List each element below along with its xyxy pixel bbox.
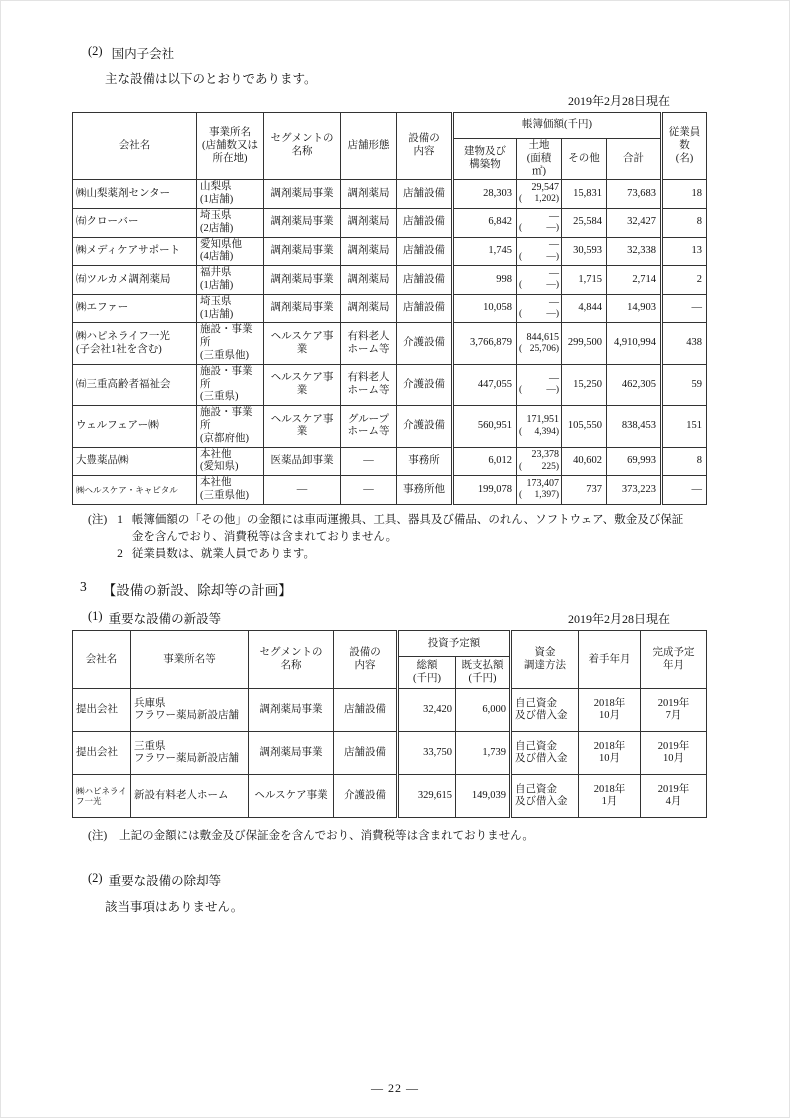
equipment-cell: 店舗設備 (397, 294, 453, 323)
section-title: 【設備の新設、除却等の計画】 (102, 583, 292, 599)
office-cell: 本社他 (愛知県) (197, 447, 264, 476)
segment-cell: 医薬品卸事業 (264, 447, 341, 476)
table1-row (73, 447, 707, 476)
format-cell: 調剤薬局 (341, 208, 397, 237)
company-name-cell: ㈲ツルカメ調剤薬局 (73, 266, 197, 295)
company-name-cell: ㈱山梨薬剤センター (73, 180, 197, 209)
section-domestic-subsidiaries-heading (88, 44, 706, 62)
col-header-other: その他 (562, 139, 607, 180)
employees-cell: — (662, 476, 707, 505)
table1-row (73, 266, 707, 295)
completion-date-cell: 2019年 4月 (641, 775, 707, 818)
equipment-cell: 事務所他 (397, 476, 453, 505)
col-header-paid-amount: 既支払額 (千円) (456, 657, 511, 689)
total-amount-cell: 329,615 (398, 775, 456, 818)
equipment-cell: 店舗設備 (397, 180, 453, 209)
company-name-cell: ㈱ヘルスケア・キャピタル (73, 476, 197, 505)
office-cell: 福井県 (1店舗) (197, 266, 264, 295)
segment-cell: ヘルスケア事業 (264, 323, 341, 364)
table1-row (73, 237, 707, 266)
other-value-cell: 40,602 (562, 447, 607, 476)
subsection-title: 重要な設備の除却等 (108, 874, 222, 889)
table2-note (88, 827, 706, 843)
completion-date-cell: 2019年 10月 (641, 732, 707, 775)
col-header-office: 事業所名 (店舗数又は 所在地) (197, 113, 264, 180)
land-value-cell: 844,615 ( 25,706) (517, 323, 562, 364)
col-header-funding: 資金 調達方法 (511, 631, 579, 689)
other-value-cell: 25,584 (562, 208, 607, 237)
segment-cell: 調剤薬局事業 (264, 294, 341, 323)
company-cell: 提出会社 (73, 689, 131, 732)
segment-cell: 調剤薬局事業 (264, 266, 341, 295)
note-number: 2 (117, 548, 123, 561)
company-name-cell: 大豊薬品㈱ (73, 447, 197, 476)
other-value-cell: 737 (562, 476, 607, 505)
note-item (117, 512, 689, 547)
building-value-cell: 1,745 (453, 237, 517, 266)
equipment-cell: 介護設備 (334, 775, 398, 818)
col-header-start-date: 着手年月 (579, 631, 641, 689)
company-name-cell: ウェルフェアー㈱ (73, 406, 197, 447)
section-title: 国内子会社 (111, 47, 175, 61)
office-cell: 施設・事業所 (三重県他) (197, 323, 264, 364)
section-number: 3 (80, 579, 87, 595)
office-cell: 施設・事業所 (京都府他) (197, 406, 264, 447)
page-number: — 22 — (371, 1081, 419, 1095)
employees-cell: 438 (662, 323, 707, 364)
total-value-cell: 69,993 (607, 447, 662, 476)
col-header-company: 会社名 (73, 631, 131, 689)
subsection-new-heading (88, 609, 221, 627)
col-header-completion-date: 完成予定 年月 (641, 631, 707, 689)
total-value-cell: 4,910,994 (607, 323, 662, 364)
start-date-cell: 2018年 1月 (579, 775, 641, 818)
paid-amount-cell: 149,039 (456, 775, 511, 818)
col-header-company: 会社名 (73, 113, 197, 180)
company-name-cell: ㈲クローバー (73, 208, 197, 237)
employees-cell: 8 (662, 208, 707, 237)
office-cell: 愛知県他 (4店舗) (197, 237, 264, 266)
equipment-cell: 介護設備 (397, 406, 453, 447)
office-cell: 施設・事業所 (三重県) (197, 364, 264, 405)
table1-row (73, 208, 707, 237)
building-value-cell: 28,303 (453, 180, 517, 209)
note-text: 帳簿価額の「その他」の金額には車両運搬具、工具、器具及び備品、のれん、ソフトウェア、敷金及び保証金を含んでおり、消費税等は含まれておりません。 (131, 513, 684, 543)
building-value-cell: 560,951 (453, 406, 517, 447)
equipment-cell: 店舗設備 (397, 266, 453, 295)
total-value-cell: 32,338 (607, 237, 662, 266)
col-header-office: 事業所名等 (131, 631, 249, 689)
table1-row (73, 323, 707, 364)
table1-row (73, 406, 707, 447)
col-header-building: 建物及び 構築物 (453, 139, 517, 180)
employees-cell: — (662, 294, 707, 323)
section-plan-heading (80, 579, 706, 599)
segment-cell: 調剤薬局事業 (264, 180, 341, 209)
table2-row (73, 689, 707, 732)
note-text: 従業員数は、就業人員であります。 (131, 548, 315, 561)
start-date-cell: 2018年 10月 (579, 689, 641, 732)
table2-row (73, 732, 707, 775)
office-cell: 山梨県 (1店舗) (197, 180, 264, 209)
notes-label: (注) (88, 513, 108, 526)
company-cell: ㈱ハピネライフ一光 (73, 775, 131, 818)
table1-row (73, 180, 707, 209)
domestic-subsidiaries-equipment-table (72, 112, 707, 505)
as-of-date: 2019年2月28日現在 (567, 612, 670, 627)
building-value-cell: 6,012 (453, 447, 517, 476)
segment-cell: 調剤薬局事業 (264, 208, 341, 237)
building-value-cell: 6,842 (453, 208, 517, 237)
total-amount-cell: 32,420 (398, 689, 456, 732)
equipment-cell: 店舗設備 (334, 732, 398, 775)
total-value-cell: 462,305 (607, 364, 662, 405)
company-cell: 提出会社 (73, 732, 131, 775)
office-cell: 新設有料老人ホーム (131, 775, 249, 818)
company-name-cell: ㈱メディケアサポート (73, 237, 197, 266)
equipment-cell: 店舗設備 (334, 689, 398, 732)
total-amount-cell: 33,750 (398, 732, 456, 775)
planned-equipment-table (72, 630, 707, 818)
office-cell: 兵庫県 フラワー薬局新設店舗 (131, 689, 249, 732)
office-cell: 本社他 (三重県他) (197, 476, 264, 505)
employees-cell: 2 (662, 266, 707, 295)
company-name-cell: ㈱ハピネライフ一光 (子会社1社を含む) (73, 323, 197, 364)
land-value-cell: — ( —) (517, 364, 562, 405)
subsection-retirement-heading (88, 871, 706, 889)
format-cell: 有料老人 ホーム等 (341, 323, 397, 364)
intro-text: 主な設備は以下のとおりであります。 (105, 72, 317, 86)
employees-cell: 13 (662, 237, 707, 266)
employees-cell: 8 (662, 447, 707, 476)
funding-cell: 自己資金 及び借入金 (511, 775, 579, 818)
format-cell: 調剤薬局 (341, 237, 397, 266)
other-value-cell: 15,831 (562, 180, 607, 209)
table2-row (73, 775, 707, 818)
completion-date-cell: 2019年 7月 (641, 689, 707, 732)
funding-cell: 自己資金 及び借入金 (511, 732, 579, 775)
col-header-equipment: 設備の 内容 (397, 113, 453, 180)
segment-cell: ヘルスケア事業 (249, 775, 334, 818)
format-cell: — (341, 447, 397, 476)
note-number: 1 (117, 513, 123, 526)
land-value-cell: 23,378 ( 225) (517, 447, 562, 476)
land-value-cell: — ( —) (517, 266, 562, 295)
col-header-book-value: 帳簿価額(千円) (453, 113, 662, 139)
col-header-total: 合計 (607, 139, 662, 180)
office-cell: 三重県 フラワー薬局新設店舗 (131, 732, 249, 775)
other-value-cell: 105,550 (562, 406, 607, 447)
land-value-cell: — ( —) (517, 237, 562, 266)
land-value-cell: 173,407 ( 1,397) (517, 476, 562, 505)
other-value-cell: 15,250 (562, 364, 607, 405)
total-value-cell: 32,427 (607, 208, 662, 237)
start-date-cell: 2018年 10月 (579, 732, 641, 775)
other-value-cell: 30,593 (562, 237, 607, 266)
equipment-cell: 介護設備 (397, 323, 453, 364)
building-value-cell: 3,766,879 (453, 323, 517, 364)
equipment-cell: 店舗設備 (397, 237, 453, 266)
note-text: 上記の金額には敷金及び保証金を含んでおり、消費税等は含まれておりません。 (119, 830, 534, 843)
building-value-cell: 447,055 (453, 364, 517, 405)
col-header-employees: 従業員数 (名) (662, 113, 707, 180)
subsection-number: (1) (88, 609, 103, 624)
employees-cell: 59 (662, 364, 707, 405)
col-header-segment: セグメントの 名称 (249, 631, 334, 689)
other-value-cell: 299,500 (562, 323, 607, 364)
segment-cell: 調剤薬局事業 (249, 732, 334, 775)
table1-row (73, 476, 707, 505)
total-value-cell: 373,223 (607, 476, 662, 505)
section-number: (2) (88, 44, 103, 58)
format-cell: 調剤薬局 (341, 266, 397, 295)
col-header-store-format: 店舗形態 (341, 113, 397, 180)
employees-cell: 151 (662, 406, 707, 447)
land-value-cell: 29,547 ( 1,202) (517, 180, 562, 209)
table1-notes (88, 512, 706, 564)
subsection-number: (2) (88, 871, 103, 886)
note-item (117, 546, 689, 563)
subsection-title: 重要な設備の新設等 (108, 612, 222, 627)
equipment-cell: 店舗設備 (397, 208, 453, 237)
total-value-cell: 73,683 (607, 180, 662, 209)
equipment-cell: 事務所 (397, 447, 453, 476)
note-label: (注) (88, 830, 108, 843)
col-header-land: 土地 (面積㎡) (517, 139, 562, 180)
segment-cell: ヘルスケア事業 (264, 406, 341, 447)
building-value-cell: 199,078 (453, 476, 517, 505)
segment-cell: 調剤薬局事業 (264, 237, 341, 266)
as-of-date: 2019年2月28日現在 (567, 94, 670, 108)
col-header-total-amount: 総額 (千円) (398, 657, 456, 689)
format-cell: 調剤薬局 (341, 180, 397, 209)
total-value-cell: 2,714 (607, 266, 662, 295)
segment-cell: — (264, 476, 341, 505)
office-cell: 埼玉県 (1店舗) (197, 294, 264, 323)
paid-amount-cell: 6,000 (456, 689, 511, 732)
subsection-new-row (72, 609, 706, 627)
office-cell: 埼玉県 (2店舗) (197, 208, 264, 237)
total-value-cell: 14,903 (607, 294, 662, 323)
other-value-cell: 1,715 (562, 266, 607, 295)
land-value-cell: — ( —) (517, 208, 562, 237)
segment-cell: 調剤薬局事業 (249, 689, 334, 732)
land-value-cell: 171,951 ( 4,394) (517, 406, 562, 447)
equipment-cell: 介護設備 (397, 364, 453, 405)
format-cell: 調剤薬局 (341, 294, 397, 323)
retirement-body-text: 該当事項はありません。 (105, 900, 244, 915)
table1-header-row (73, 113, 707, 139)
col-header-segment: セグメントの 名称 (264, 113, 341, 180)
col-header-planned-investment: 投資予定額 (398, 631, 511, 657)
employees-cell: 18 (662, 180, 707, 209)
format-cell: グループ ホーム等 (341, 406, 397, 447)
total-value-cell: 838,453 (607, 406, 662, 447)
format-cell: — (341, 476, 397, 505)
table2-header-row (73, 631, 707, 657)
land-value-cell: — ( —) (517, 294, 562, 323)
table1-row (73, 364, 707, 405)
building-value-cell: 10,058 (453, 294, 517, 323)
segment-cell: ヘルスケア事業 (264, 364, 341, 405)
company-name-cell: ㈱エファー (73, 294, 197, 323)
funding-cell: 自己資金 及び借入金 (511, 689, 579, 732)
paid-amount-cell: 1,739 (456, 732, 511, 775)
other-value-cell: 4,844 (562, 294, 607, 323)
table1-row (73, 294, 707, 323)
company-name-cell: ㈲三重高齢者福祉会 (73, 364, 197, 405)
col-header-equipment: 設備の 内容 (334, 631, 398, 689)
building-value-cell: 998 (453, 266, 517, 295)
format-cell: 有料老人 ホーム等 (341, 364, 397, 405)
